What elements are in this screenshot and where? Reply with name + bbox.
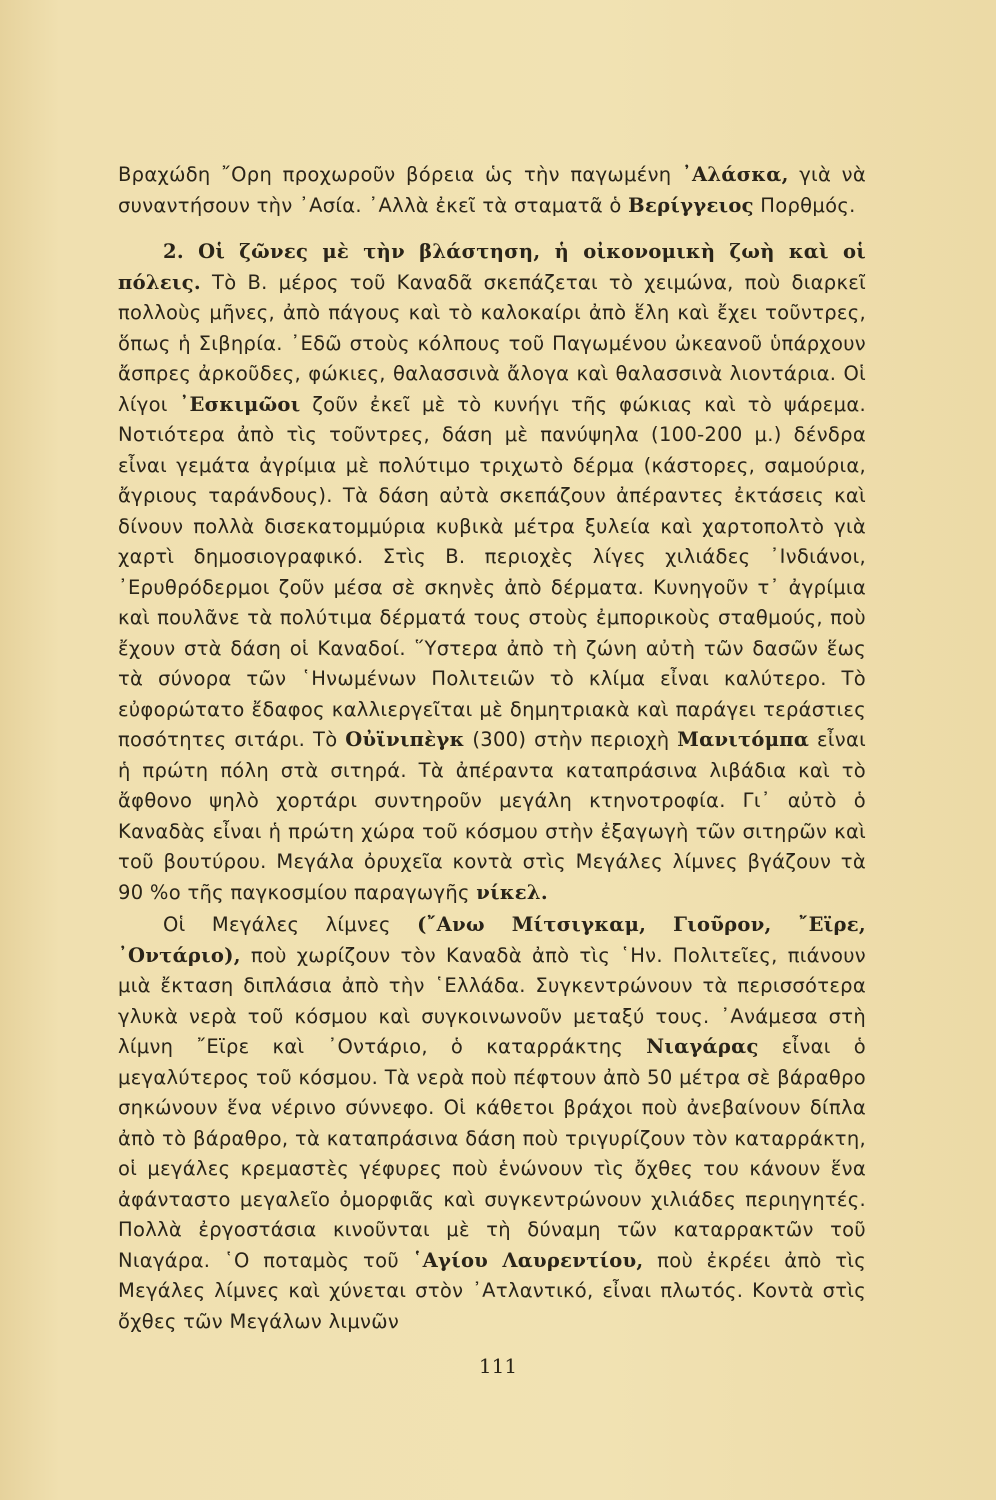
text-run: ποὺ χωρίζουν τὸν Καναδὰ ἀπὸ τὶς ῾Ην. Πολιτεῖες, πιάνουν μιὰ ἔκταση διπλάσια ἀπὸ τὴν ῾Ελλάδα. Συγκεντρώνουν τὰ περισσότερα γλυκὰ νερὰ τοῦ κόσμου καὶ συγκοινωνοῦν μεταξύ τους. ᾿Ανάμεσα στὴ λίμνη ῎Εϊρε καὶ ᾿Οντάριο, ὁ καταρράκτης — [118, 943, 866, 1058]
text-run: Πορθμός. — [753, 193, 856, 217]
bold-term-alaska: ᾿Αλάσκα, — [681, 163, 789, 186]
bold-term-manitoba: Μανιτόμπα — [677, 728, 810, 751]
bold-term-lakes: (῎Ανω Μίτσιγκαμ, Γιοῦρον, ῎Εϊρε, ᾿Οντάριο), — [118, 913, 867, 967]
text-run: Βραχώδη ῎Ορη προχωροῦν βόρεια ὡς τὴν παγωμένη — [118, 163, 682, 186]
text-run: (300) στὴν περιοχὴ — [464, 728, 678, 751]
page-number: 111 — [478, 1354, 518, 1378]
bold-term-st-lawrence: ῾Αγίου Λαυρεντίου, — [412, 1248, 644, 1272]
bold-term-eskimos: ᾿Εσκιμῶοι — [179, 392, 301, 416]
body-text — [118, 160, 866, 1337]
paragraph-great-lakes — [118, 910, 866, 1337]
bold-term-nickel: νίκελ. — [476, 880, 548, 904]
bold-term-bering: Βερίγγειος — [628, 193, 754, 217]
text-run: εἶναι ἡ πρώτη πόλη στὰ σιτηρά. Τὰ ἀπέραντα καταπράσινα λιβάδια καὶ τὸ ἄφθονο ψηλὸ χορτάρι συντηροῦν μεγάλη κτηνοτροφία. Γι᾿ αὐτὸ ὁ Καναδὰς εἶναι ἡ πρώτη χώρα τοῦ κόσμου στὴν ἐξαγωγὴ τῶν σιτηρῶν καὶ τοῦ βουτύρου. Μεγάλα ὀρυχεῖα κοντὰ στὶς Μεγάλες λίμνες βγάζουν τὰ 90 %ο τῆς παγκοσμίου παραγωγῆς — [118, 728, 867, 904]
text-run: Οἱ Μεγάλες λίμνες — [163, 913, 418, 936]
bold-term-winnipeg: Οὐϊνιπὲγκ — [345, 728, 465, 751]
paragraph-alaska — [118, 160, 866, 221]
text-run: Τὸ Β. μέρος τοῦ Καναδᾶ σκεπάζεται τὸ χειμώνα, ποὺ διαρκεῖ πολλοὺς μῆνες, ἀπὸ πάγους καὶ τὸ καλοκαίρι ἀπὸ ἕλη καὶ ἔχει τοῦντρες, ὅπως ἡ Σιβηρία. ᾿Εδῶ στοὺς κόλπους τοῦ Παγωμένου ὠκεανοῦ ὑπάρχουν ἄσπρες ἀρκοῦδες, φώκιες, θαλασσινὰ ἄλογα καὶ θαλασσινὰ λιοντάρια. Οἱ λίγοι — [118, 270, 866, 416]
paragraph-vegetation-zones — [118, 237, 866, 908]
text-run: γιὰ νὰ συναντήσουν τὴν ᾿Ασία. ᾿Αλλὰ ἐκεῖ τὰ σταματᾶ ὁ — [118, 163, 866, 217]
section-heading: 2. Οἱ ζῶνες μὲ τὴν βλάστηση, ἡ οἰκονομικὴ ζωὴ καὶ οἱ πόλεις. — [118, 240, 866, 294]
text-run: εἶναι ὁ μεγαλύτερος τοῦ κόσμου. Τὰ νερὰ ποὺ πέφτουν ἀπὸ 50 μέτρα σὲ βάραθρο σηκώνουν ἕνα νέρινο σύννεφο. Οἱ κάθετοι βράχοι ποὺ ἀνεβαίνουν δίπλα ἀπὸ τὸ βάραθρο, τὰ καταπράσινα δάση ποὺ τριγυρίζουν τὸν καταρράκτη, οἱ μεγάλες κρεμαστὲς γέφυρες ποὺ ἑνώνουν τὶς ὄχθες του κάνουν ἕνα ἀφάνταστο μεγαλεῖο ὀμορφιᾶς καὶ συγκεντρώνουν χιλιάδες περιηγητές. Πολλὰ ἐργοστάσια κινοῦνται μὲ τὴ δύναμη τῶν καταρρακτῶν τοῦ Νιαγάρα. ῾Ο ποταμὸς τοῦ — [118, 1035, 866, 1272]
text-run: ποὺ ἐκρέει ἀπὸ τὶς Μεγάλες λίμνες καὶ χύνεται στὸν ᾿Ατλαντικό, εἶναι πλωτός. Κοντὰ στὶς ὄχθες τῶν Μεγάλων λιμνῶν — [118, 1248, 866, 1333]
bold-term-niagara: Νιαγάρας — [646, 1035, 759, 1058]
text-run: ζοῦν ἐκεῖ μὲ τὸ κυνήγι τῆς φώκιας καὶ τὸ ψάρεμα. Νοτιότερα ἀπὸ τὶς τοῦντρες, δάση μὲ πανύψηλα (100-200 μ.) δένδρα εἶναι γεμάτα ἀγρίμια μὲ πολύτιμο τριχωτὸ δέρμα (κάστορες, σαμούρια, ἄγριους ταράνδους). Τὰ δάση αὐτὰ σκεπάζουν ἀπέραντες ἐκτάσεις καὶ δίνουν πολλὰ δισεκατομμύρια κυβικὰ μέτρα ξυλεία καὶ χαρτοπολτὸ γιὰ χαρτὶ δημοσιογραφικό. Στὶς Β. περιοχὲς λίγες χιλιάδες ᾿Ινδιάνοι, ᾿Ερυθρόδερμοι ζοῦν μέσα σὲ σκηνὲς ἀπὸ δέρματα. Κυνηγοῦν τ᾿ ἀγρίμια καὶ πουλᾶνε τὰ πολύτιμα δέρματά τους στοὺς ἐμπορικοὺς σταθμούς, ποὺ ἔχουν στὰ δάση οἱ Καναδοί. ῞Υστερα ἀπὸ τὴ ζώνη αὐτὴ τῶν δασῶν ἕως τὰ σύνορα τῶν ῾Ηνωμένων Πολιτειῶν τὸ κλίμα εἶναι καλύτερο. Τὸ εὐφορώτατο ἔδαφος καλλιεργεῖται μὲ δημητριακὰ καὶ παράγει τεράστιες ποσότητες σιτάρι. Τὸ — [118, 392, 867, 751]
